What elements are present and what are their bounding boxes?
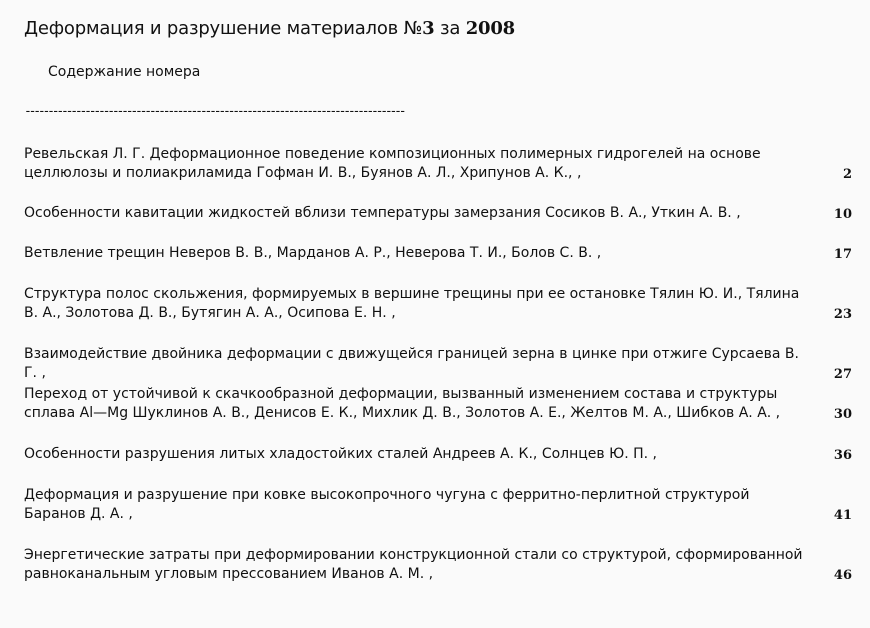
entry-title[interactable]: Особенности разрушения литых хладостойких сталей Андреев А. К., Солнцев Ю. П. , [24, 446, 658, 462]
issue-number: 3 [422, 18, 435, 39]
entry-title[interactable]: Структура полос скольжения, формируемых в вершине трещины при ее остановке Тялин Ю. И., Тялина В. А., Золотова Д. В., Бутягин А. А., Осипова Е. Н. , [24, 286, 800, 321]
contents-heading: Содержание номера [48, 64, 201, 80]
entry-page: 36 [833, 448, 852, 463]
entry-title[interactable]: Энергетические затраты при деформировании конструкционной стали со структурой, сформированной равноканальным угловым прессованием Иванов А. М. , [24, 547, 803, 582]
entry-page: 27 [833, 367, 852, 382]
toc-entry[interactable] [24, 204, 852, 223]
toc-entry[interactable] [24, 385, 852, 423]
entry-page: 23 [833, 307, 852, 322]
toc-entry[interactable] [24, 445, 852, 464]
entry-page: 41 [833, 508, 852, 523]
entry-title[interactable]: Ветвление трещин Неверов В. В., Марданов А. Р., Неверова Т. И., Болов С. В. , [24, 245, 602, 261]
entry-page: 46 [833, 568, 852, 583]
entry-page: 17 [833, 247, 852, 262]
toc-entry[interactable] [24, 546, 852, 584]
page-title [24, 18, 515, 39]
title-prefix: Деформация и разрушение материалов № [24, 18, 423, 39]
entry-title[interactable]: Деформация и разрушение при ковке высокопрочного чугуна с ферритно-перлитной структурой Баранов Д. А. , [24, 487, 750, 522]
entry-page: 30 [833, 407, 852, 422]
toc-entry[interactable] [24, 145, 852, 183]
toc-entry[interactable] [24, 244, 852, 263]
entry-title[interactable]: Взаимодействие двойника деформации с движущейся границей зерна в цинке при отжиге Сурсаева В. Г. , [24, 346, 799, 381]
entry-page: 10 [833, 207, 852, 222]
issue-year: 2008 [465, 18, 515, 39]
toc-entry[interactable] [24, 345, 852, 383]
title-mid: за [434, 18, 466, 39]
toc-entry[interactable] [24, 285, 852, 323]
toc-entry[interactable] [24, 486, 852, 524]
separator-line: ---------------------------------------------------------------------------------- [24, 104, 404, 119]
entry-page: 2 [842, 167, 852, 182]
entry-title[interactable]: Переход от устойчивой к скачкообразной деформации, вызванный изменением состава и структуры сплава Al—Mg Шуклинов А. В., Денисов Е. К., Михлик Д. В., Золотов А. Е., Желтов М. А., Шибков А. А. , [24, 386, 781, 421]
entry-title[interactable]: Ревельская Л. Г. Деформационное поведение композиционных полимерных гидрогелей на основе целлюлозы и полиакриламида Гофман И. В., Буянов А. Л., Хрипунов А. К., , [24, 146, 761, 181]
entry-title[interactable]: Особенности кавитации жидкостей вблизи температуры замерзания Сосиков В. А., Уткин А. В. , [24, 205, 741, 221]
